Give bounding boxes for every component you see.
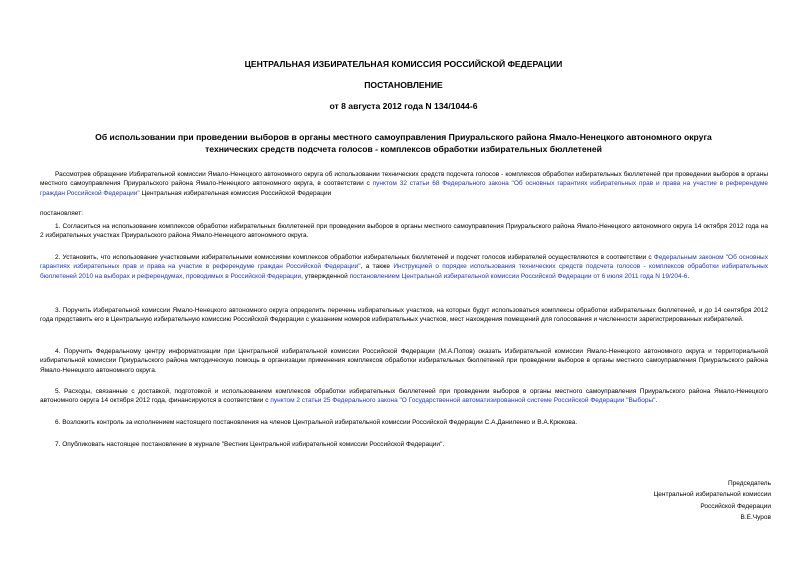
item-5-text-1: 5. Расходы, связанные с доставкой, подготовкой и использованием комплексов обработки избирательных бюллетеней при проведении выборов в органы местного самоуправления Приуральского района Ямало-Ненецкого автономного округа 14 октября 2012 года, финансируются в соответствии с	[40, 388, 768, 405]
federal-law-link[interactable]: Федеральным законом "Об основных гарантиях избирательных прав и права на участие в референдуме граждан Российской Федерации"	[40, 254, 768, 271]
signature-block	[531, 478, 771, 523]
signature-position: Председатель	[727, 480, 771, 487]
item-5-paragraph	[40, 387, 768, 406]
item-5-text-2: .	[655, 397, 658, 405]
organization-heading: ЦЕНТРАЛЬНАЯ ИЗБИРАТЕЛЬНАЯ КОМИССИЯ РОССИЙСКОЙ ФЕДЕРАЦИИ	[244, 59, 563, 69]
signature-organization: Центральной избирательной комиссии	[653, 491, 771, 499]
item-3-paragraph: 3. Поручить Избирательной комиссии Ямало-Ненецкого автономного округа определить перечень избирательных участков, на которых будут использоваться комплексы обработки избирательных бюллетеней, и до 14 сентября 2012 года представить его в Центральную избирательную комиссию Российской Федерации с указанием номеров избирательных участков, мест нахождения помещений для голосования и численности зарегистрированных избирателей.	[40, 307, 768, 324]
intro-paragraph	[40, 170, 768, 198]
item-2-text-1: 2. Установить, что использование участковыми избирательными комиссиями комплексов обработки избирательных бюллетеней и подсчет голосов избирателей осуществляются в соответствии с	[55, 254, 654, 261]
date-number-heading: от 8 августа 2012 года N 134/1044-6	[329, 101, 478, 111]
item-2-paragraph	[40, 253, 768, 281]
item-6-paragraph: 6. Возложить контроль за исполнением настоящего постановления на членов Центральной избирательной комиссии Российской Федерации С.А.Даниленко и В.А.Крюкова.	[55, 419, 578, 426]
intro-text-2: Центральная избирательная комиссия Российской Федерации	[139, 189, 332, 197]
item-1-paragraph: 1. Согласиться на использование комплексов обработки избирательных бюллетеней при проведении выборов в органы местного самоуправления Приуральского района Ямало-Ненецкого автономного округа 14 октября 2012 года на 2 избирательных участках Приуральского района Ямало-Ненецкого автономного округа.	[40, 223, 768, 240]
law-article-link[interactable]: пунктом 32 статьи 68 Федерального закона "Об основных гарантиях избирательных прав и права на участие в референдуме граждан Российской Федерации"	[40, 180, 768, 197]
gas-vybory-law-link[interactable]: пунктом 2 статьи 25 Федерального закона "О Государственной автоматизированной системе Российской Федерации "Выборы"	[270, 397, 656, 405]
intro-text-1: Рассмотрев обращение Избирательной комиссии Ямало-Ненецкого автономного округа об использовании технических средств подсчета голосов - комплексов обработки избирательных бюллетеней при проведении выборов в органы местного самоуправления Приуральского района Ямало-Ненецкого автономного округа, в соответствии с	[40, 171, 768, 188]
document-type-heading: ПОСТАНОВЛЕНИЕ	[364, 80, 443, 90]
document-title: Об использовании при проведении выборов в органы местного самоуправления Приуральского района Ямало-Ненецкого автономного округа технических средств подсчета голосов - комплексов обработки избирательных бюллетеней	[95, 132, 712, 154]
resolution-link[interactable]: постановлением Центральной избирательной комиссии Российской Федерации от 6 июля 2011 года N 19/204-6	[349, 272, 688, 280]
item-2-text-2: , а также	[360, 263, 394, 271]
signature-country: Российской Федерации	[700, 502, 771, 510]
resolves-label: постановляет:	[40, 210, 83, 217]
item-4-paragraph: 4. Поручить Федеральному центру информатизации при Центральной избирательной комиссии Российской Федерации (М.А.Попов) оказать Избирательной комиссии Ямало-Ненецкого автономного округа и территориальной избирательной комиссии Приуральского района методическую помощь в организации применения комплексов обработки избирательных бюллетеней при проведении выборов в органы местного самоуправления Приуральского района Ямало-Ненецкого автономного округа.	[40, 348, 768, 374]
item-2-text-3: , утвержденной	[301, 272, 350, 280]
signature-name: В.Е.Чуров	[740, 513, 771, 521]
item-7-paragraph: 7. Опубликовать настоящее постановление в журнале "Вестник Центральной избирательной комиссии Российской Федерации".	[55, 441, 445, 448]
instruction-link[interactable]: Инструкцией о порядке использования технических средств подсчета голосов - комплексов обработки избирательных бюллетеней 2010 на выборах и референдумах, проводимых в Российской Федерации	[40, 263, 768, 280]
item-2-text-4: .	[687, 272, 690, 280]
